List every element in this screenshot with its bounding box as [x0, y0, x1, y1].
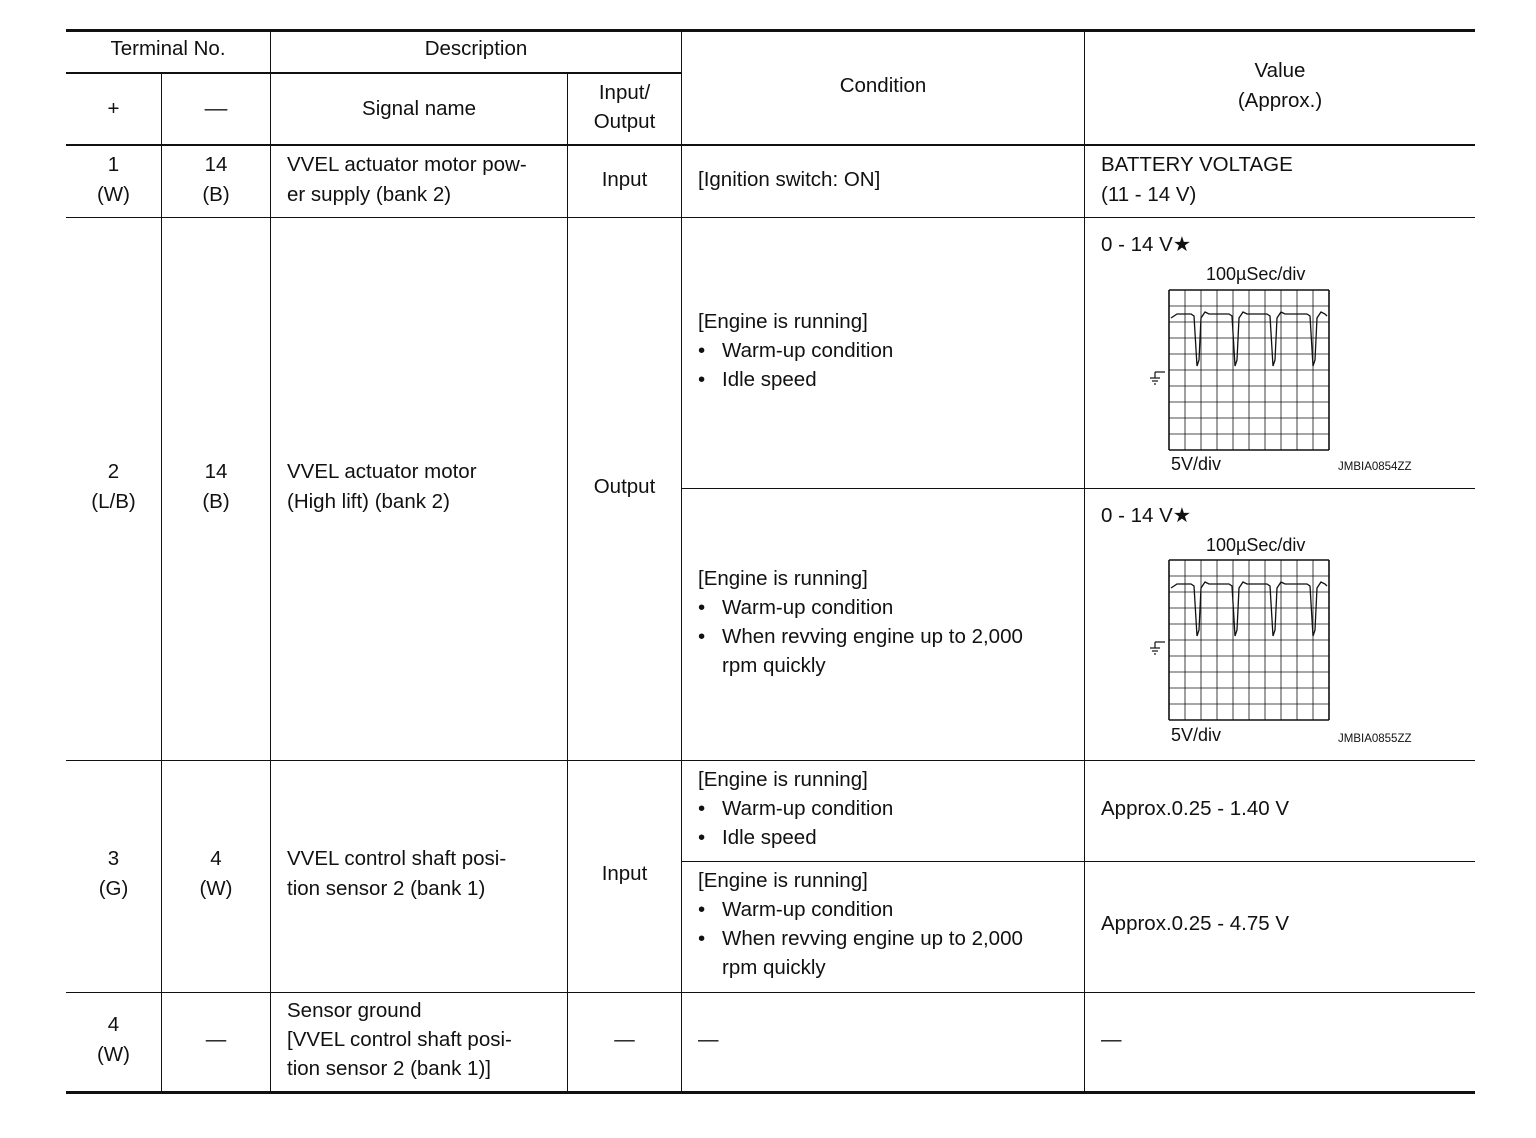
row3-signal-line2: tion sensor 2 (bank 1) [287, 877, 486, 900]
bullet-text: Idle speed [722, 368, 817, 391]
bullet-text: When revving engine up to 2,000 [722, 927, 1023, 950]
row4-io: — [614, 1028, 635, 1051]
row4-plus: 4 [107, 1013, 120, 1036]
row1-signal-line2: er supply (bank 2) [287, 183, 452, 206]
bullet-dot: • [698, 927, 706, 950]
row4-condition: — [698, 1028, 719, 1051]
row1-signal-line1: VVEL actuator motor pow- [287, 153, 527, 176]
row2-signal-line2: (High lift) (bank 2) [287, 490, 450, 513]
rule-header-sub [66, 72, 682, 74]
row2b-condition-head: [Engine is running] [698, 567, 868, 590]
row3-io: Input [601, 862, 648, 885]
bullet-dot: • [698, 339, 706, 362]
rule-row3-split [682, 861, 1475, 862]
row3b-value: Approx.0.25 - 4.75 V [1101, 912, 1290, 935]
row2-io: Output [593, 475, 656, 498]
row2a-condition-head: [Engine is running] [698, 310, 868, 333]
row4-minus: — [205, 1028, 227, 1051]
row2b-value: 0 - 14 V★ [1101, 504, 1192, 527]
bullet-dot: • [698, 596, 706, 619]
row2a-volt-div: 5V/div [1171, 454, 1222, 474]
row2-plus: 2 [107, 460, 120, 483]
col-divider-2 [270, 30, 271, 1092]
rule-bottom [66, 1091, 1475, 1094]
row3a-condition-head: [Engine is running] [698, 768, 868, 791]
bullet-text: Warm-up condition [722, 339, 894, 362]
row3b-condition-head: [Engine is running] [698, 869, 868, 892]
row2-minus-color: (B) [202, 490, 230, 513]
rule-row2-split [682, 488, 1475, 489]
rule-row2 [66, 760, 1475, 761]
header-minus: –– [204, 97, 228, 120]
row2a-figure-code: JMBIA0854ZZ [1338, 461, 1412, 473]
bullet-dot: • [698, 898, 706, 921]
row2a-time-div: 100µSec/div [1206, 264, 1306, 284]
oscilloscope-waveform-2 [1145, 558, 1345, 726]
row3a-value: Approx.0.25 - 1.40 V [1101, 797, 1290, 820]
row4-plus-color: (W) [96, 1043, 130, 1066]
bullet-text: When revving engine up to 2,000 [722, 625, 1023, 648]
row2b-figure-code: JMBIA0855ZZ [1338, 733, 1412, 745]
header-plus: + [107, 97, 120, 120]
row3-signal-line1: VVEL control shaft posi- [287, 847, 507, 870]
header-signal-name: Signal name [362, 97, 476, 120]
bullet-dot: • [698, 826, 706, 849]
row1-value-line2: (11 - 14 V) [1101, 183, 1197, 206]
row1-condition: [Ignition switch: ON] [698, 168, 881, 191]
row1-value-line1: BATTERY VOLTAGE [1101, 153, 1293, 176]
row3b-bullet-2-cont: rpm quickly [722, 956, 826, 979]
row2b-bullet-2-cont: rpm quickly [722, 654, 826, 677]
row3-minus-color: (W) [199, 877, 233, 900]
col-divider-1 [161, 72, 162, 1092]
row2b-volt-div: 5V/div [1171, 725, 1222, 745]
row1-plus-color: (W) [96, 183, 130, 206]
row4-signal-line1: Sensor ground [287, 999, 422, 1022]
col-divider-5 [1084, 30, 1085, 1092]
col-divider-3 [567, 72, 568, 1092]
row4-signal-line3: tion sensor 2 (bank 1)] [287, 1057, 491, 1080]
rule-row3 [66, 992, 1475, 993]
row2-signal-line1: VVEL actuator motor [287, 460, 477, 483]
row1-minus: 14 [204, 153, 228, 176]
rule-top [66, 29, 1475, 32]
header-terminal-no: Terminal No. [110, 37, 226, 60]
col-divider-4 [681, 30, 682, 1092]
header-io-line1: Input/ [598, 81, 651, 104]
row2-plus-color: (L/B) [91, 490, 136, 513]
row2b-time-div: 100µSec/div [1206, 535, 1306, 555]
bullet-dot: • [698, 625, 706, 648]
rule-header-bottom [66, 144, 1475, 146]
bullet-dot: • [698, 797, 706, 820]
header-io-line2: Output [593, 110, 656, 133]
row1-plus: 1 [107, 153, 120, 176]
header-value-line2: (Approx.) [1237, 89, 1323, 112]
oscilloscope-waveform-1 [1145, 288, 1345, 456]
row4-signal-line2: [VVEL control shaft posi- [287, 1028, 512, 1051]
bullet-text: Warm-up condition [722, 898, 894, 921]
ground-symbol [1150, 642, 1165, 654]
row1-io: Input [601, 168, 648, 191]
bullet-dot: • [698, 368, 706, 391]
row3-minus: 4 [210, 847, 222, 870]
row2a-value: 0 - 14 V★ [1101, 233, 1192, 256]
header-description: Description [424, 37, 528, 60]
row1-minus-color: (B) [202, 183, 230, 206]
row3-plus-color: (G) [98, 877, 129, 900]
header-condition: Condition [839, 74, 927, 97]
rule-row1 [66, 217, 1475, 218]
ground-symbol [1150, 372, 1165, 384]
bullet-text: Warm-up condition [722, 797, 894, 820]
bullet-text: Idle speed [722, 826, 817, 849]
row3-plus: 3 [107, 847, 120, 870]
row2-minus: 14 [204, 460, 228, 483]
bullet-text: Warm-up condition [722, 596, 894, 619]
header-value-line1: Value [1254, 59, 1306, 82]
row4-value: — [1101, 1028, 1122, 1051]
